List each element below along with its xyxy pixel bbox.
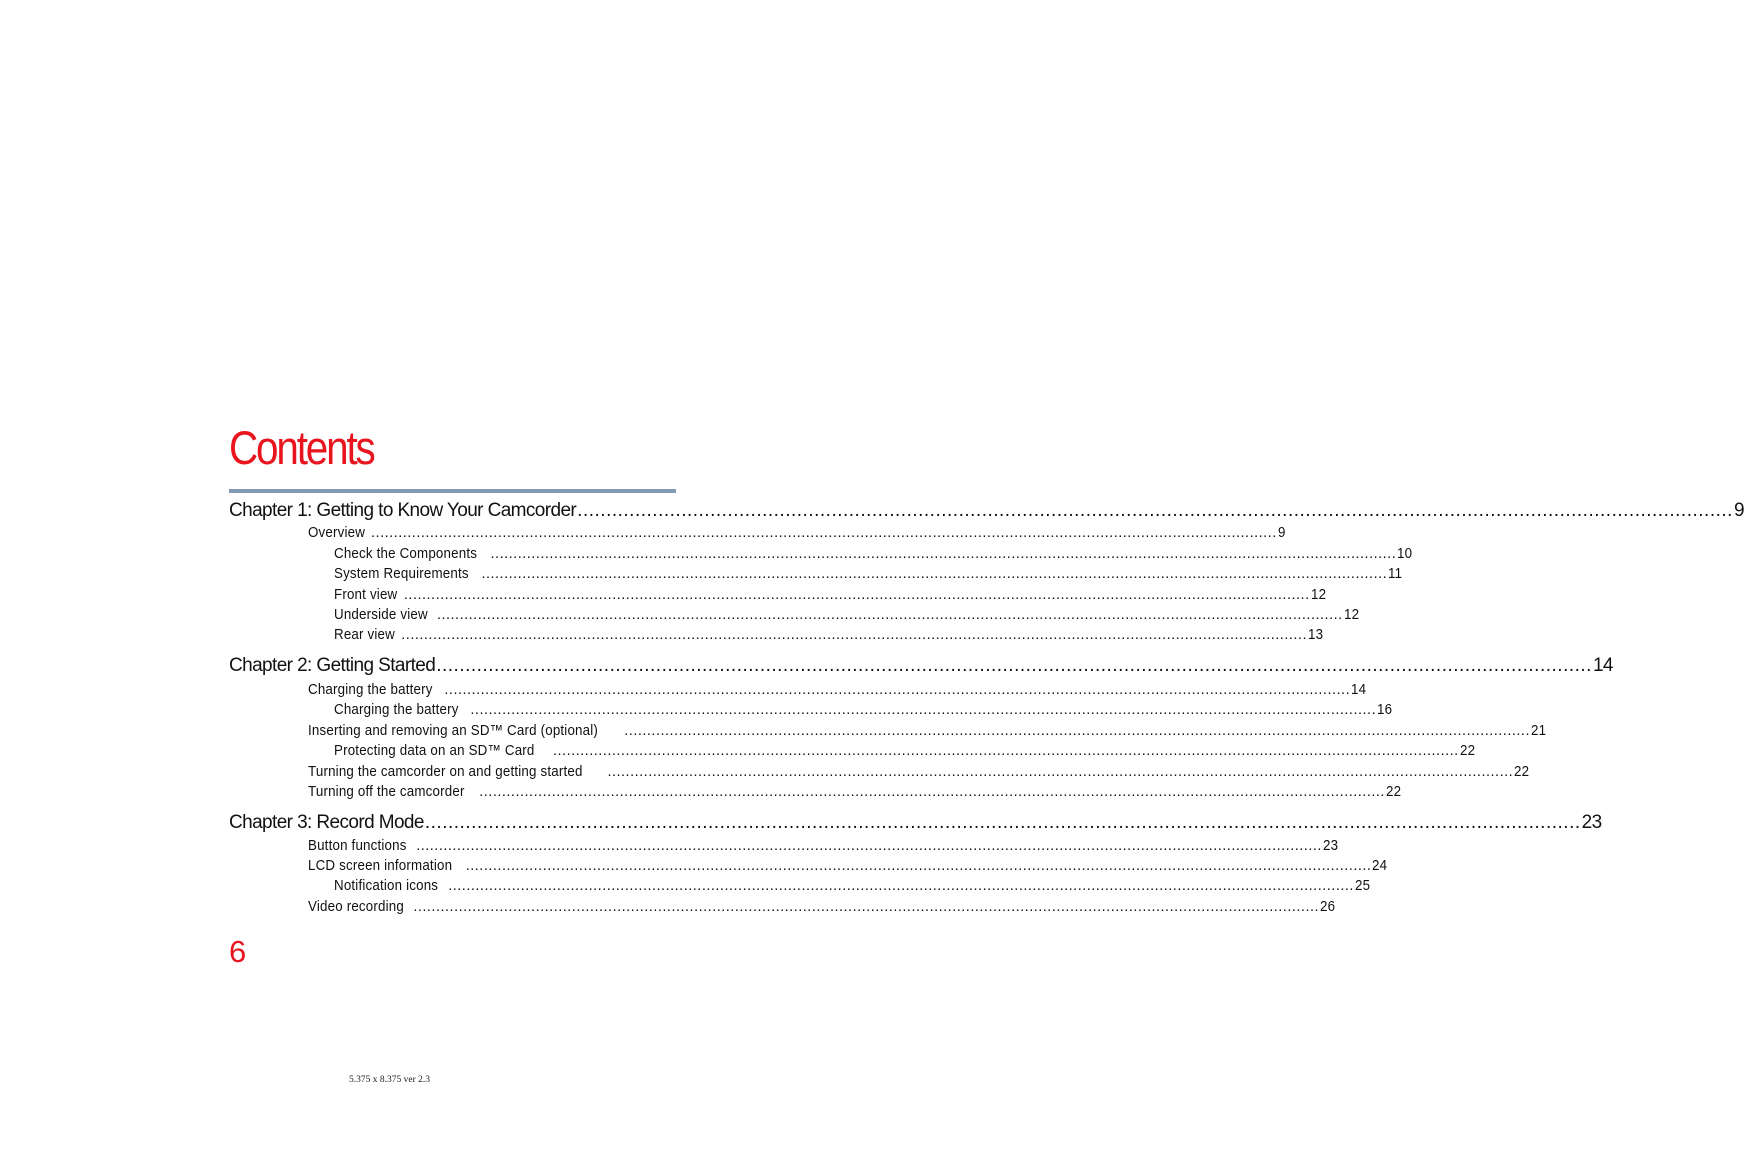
- toc-entry[interactable]: [334, 607, 1359, 626]
- toc-entry[interactable]: [334, 878, 1371, 897]
- toc-entry-title: Overview: [308, 525, 366, 541]
- toc-entry-title: System Requirements: [334, 566, 469, 582]
- title-divider: [229, 489, 676, 493]
- toc-entry[interactable]: [308, 858, 1388, 877]
- toc-leader-dots: ........................................................................................................................................................................................................: [479, 784, 1385, 800]
- toc-entry-page: 23: [1322, 838, 1339, 854]
- toc-entry[interactable]: [308, 682, 1367, 701]
- toc-entry-title: Check the Components: [334, 546, 478, 562]
- toc-entry[interactable]: [334, 546, 1413, 565]
- toc-entry-page: 25: [1354, 878, 1371, 894]
- toc-entry-page: 11: [1388, 566, 1403, 582]
- toc-entry[interactable]: [308, 838, 1339, 857]
- toc-entry-page: 24: [1372, 858, 1388, 874]
- toc-entry[interactable]: [334, 627, 1324, 646]
- toc-leader-dots: ........................................................................................................................................................................................................: [465, 858, 1372, 874]
- toc-entry-page: 13: [1307, 627, 1324, 643]
- toc-leader-dots: ........................................................................................................................................................................................................: [436, 607, 1343, 623]
- toc-leader-dots: ........................................................................................................................................................................................................: [552, 743, 1459, 759]
- toc-entry[interactable]: [334, 702, 1393, 721]
- toc-entry-page: 23: [1581, 812, 1602, 833]
- toc-leader-dots: ........................................................................................................................................................................................................: [416, 838, 1322, 854]
- toc-entry-title: Underside view: [334, 607, 428, 623]
- toc-entry[interactable]: [308, 899, 1336, 918]
- toc-entry-title: Charging the battery: [308, 682, 433, 698]
- toc-leader-dots: ........................................................................................................................................................................................................: [624, 723, 1530, 739]
- toc-entry-title: Chapter 3: Record Mode: [229, 812, 424, 833]
- toc-chapter-entry[interactable]: [229, 812, 1602, 836]
- toc-entry[interactable]: [334, 566, 1403, 585]
- toc-entry-title: Turning the camcorder on and getting started: [308, 764, 583, 780]
- toc-entry-title: Notification icons: [334, 878, 439, 894]
- toc-entry[interactable]: [308, 525, 1286, 544]
- toc-entry-page: 14: [1592, 655, 1613, 676]
- toc-entry-page: 14: [1351, 682, 1367, 698]
- toc-entry-title: Protecting data on an SD™ Card: [334, 743, 535, 759]
- toc-entry-page: 9: [1277, 525, 1286, 541]
- toc-entry[interactable]: [334, 587, 1326, 606]
- toc-chapter-entry[interactable]: [229, 500, 1744, 524]
- toc-entry-title: Chapter 2: Getting Started: [229, 655, 436, 676]
- toc-entry-title: Turning off the camcorder: [308, 784, 465, 800]
- toc-leader-dots: ........................................................................................................................................................................................................: [413, 899, 1320, 915]
- toc-entry-page: 22: [1459, 743, 1475, 759]
- toc-leader-dots: ........................................................................................................................................................................................................: [490, 546, 1397, 562]
- toc-leader-dots: ........................................................................................................................................................................................................: [403, 587, 1310, 603]
- toc-leader-dots: ........................................................................................................................................................................................................: [481, 566, 1388, 582]
- toc-leader-dots: ........................................................................................................................................................................................................: [470, 702, 1377, 718]
- toc-entry-page: 12: [1343, 607, 1359, 623]
- toc-leader-dots: ........................................................................................................................................................................................................: [444, 682, 1351, 698]
- toc-entry-page: 10: [1397, 546, 1413, 562]
- page-title: Contents: [229, 421, 374, 474]
- toc-leader-dots: ........................................................................................................................................................................................................: [448, 878, 1354, 894]
- toc-entry[interactable]: [334, 743, 1475, 762]
- toc-entry-title: Rear view: [334, 627, 395, 643]
- toc-entry[interactable]: [308, 764, 1530, 783]
- toc-entry-page: 12: [1310, 587, 1326, 603]
- toc-entry-title: LCD screen information: [308, 858, 453, 874]
- toc-entry-title: Button functions: [308, 838, 407, 854]
- toc-entry-title: Inserting and removing an SD™ Card (optional): [308, 723, 599, 739]
- toc-entry-title: Front view: [334, 587, 398, 603]
- toc-chapter-entry[interactable]: [229, 655, 1613, 679]
- toc-leader-dots: ........................................................................................................................................................................................................: [371, 525, 1277, 541]
- toc-entry-page: 22: [1514, 764, 1530, 780]
- toc-entry[interactable]: [308, 723, 1547, 742]
- toc-entry-page: 21: [1530, 723, 1547, 739]
- toc-entry-title: Video recording: [308, 899, 404, 915]
- toc-entry-title: Chapter 1: Getting to Know Your Camcorder: [229, 500, 577, 521]
- toc-leader-dots: ........................................................................................................................................................................................................: [577, 500, 1733, 521]
- print-footer: 5.375 x 8.375 ver 2.3: [349, 1075, 431, 1085]
- toc-entry-page: 9: [1733, 500, 1744, 521]
- toc-leader-dots: ........................................................................................................................................................................................................: [401, 627, 1307, 643]
- page-number: 6: [229, 934, 247, 969]
- toc-leader-dots: ........................................................................................................................................................................................................: [436, 655, 1592, 676]
- toc-entry-page: 16: [1377, 702, 1393, 718]
- toc-entry-page: 22: [1385, 784, 1402, 800]
- toc-entry[interactable]: [308, 784, 1402, 803]
- toc-leader-dots: ........................................................................................................................................................................................................: [607, 764, 1514, 780]
- toc-leader-dots: ........................................................................................................................................................................................................: [424, 812, 1581, 833]
- toc-entry-title: Charging the battery: [334, 702, 459, 718]
- toc-entry-page: 26: [1320, 899, 1336, 915]
